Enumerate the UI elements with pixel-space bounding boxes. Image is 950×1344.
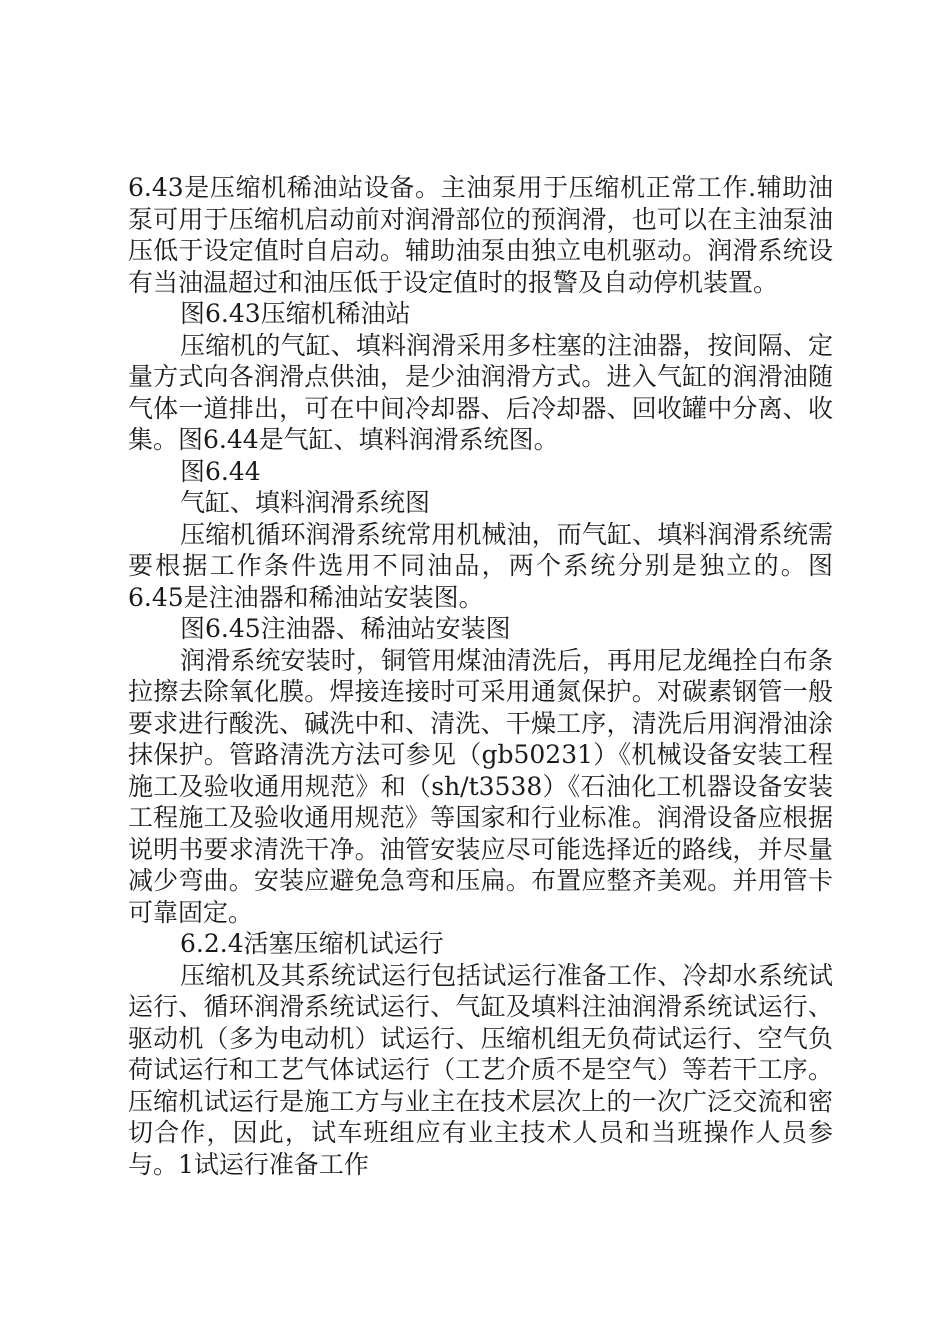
paragraph-installation: 润滑系统安装时，铜管用煤油清洗后，再用尼龙绳拴白布条拉擦去除氧化膜。焊接连接时可采用通氮保护。对碳素钢管一般要求进行酸洗、碱洗中和、清洗、干燥工序，清洗后用润滑油涂抹保护。管路清洗方法可参见（gb50231）《机械设备安装工程施工及验收通用规范》和（sh/t3538）《石油化工机器设备安装工程施工及验收通用规范》等国家和行业标准。润滑设备应根据说明书要求清洗干净。油管安装应尽可能选择近的路线，并尽量减少弯曲。安装应避免急弯和压扁。布置应整齐美观。并用管卡可靠固定。 — [128, 645, 833, 927]
paragraph-lubrication-station: 6.43是压缩机稀油站设备。主油泵用于压缩机正常工作.辅助油泵可用于压缩机启动前对润滑部位的预润滑，也可以在主油泵油压低于设定值时自启动。辅助油泵由独立电机驱动。润滑系统设有当油温超过和油压低于设定值时的报警及自动停机装置。 — [128, 173, 833, 297]
document-body — [128, 172, 833, 1180]
paragraph-cylinder-lubrication: 压缩机的气缸、填料润滑采用多柱塞的注油器，按间隔、定量方式向各润滑点供油，是少油润滑方式。进入气缸的润滑油随气体一道排出，可在中间冷却器、后冷却器、回收罐中分离、收集。图6.44是气缸、填料润滑系统图。 — [128, 330, 833, 454]
section-heading-6-2-4: 6.2.4活塞压缩机试运行 — [180, 929, 444, 958]
paragraph-trial-run: 压缩机及其系统试运行包括试运行准备工作、冷却水系统试运行、循环润滑系统试运行、气缸及填料注油润滑系统试运行、驱动机（多为电动机）试运行、压缩机组无负荷试运行、空气负荷试运行和工艺气体试运行（工艺介质不是空气）等若干工序。压缩机试运行是施工方与业主在技术层次上的一次广泛交流和密切合作，因此，试车班组应有业主技术人员和当班操作人员参与。1试运行准备工作 — [128, 960, 833, 1179]
figure-caption-6-44: 图6.44 — [180, 456, 261, 486]
figure-caption-6-45: 图6.45注油器、稀油站安装图 — [180, 614, 511, 643]
paragraph-oil-selection: 压缩机循环润滑系统常用机械油，而气缸、填料润滑系统需要根据工作条件选用不同油品，两个系统分别是独立的。图6.45是注油器和稀油站安装图。 — [128, 519, 833, 612]
figure-caption-6-43: 图6.43压缩机稀油站 — [180, 299, 411, 328]
figure-caption-6-44-title: 气缸、填料润滑系统图 — [180, 488, 431, 517]
